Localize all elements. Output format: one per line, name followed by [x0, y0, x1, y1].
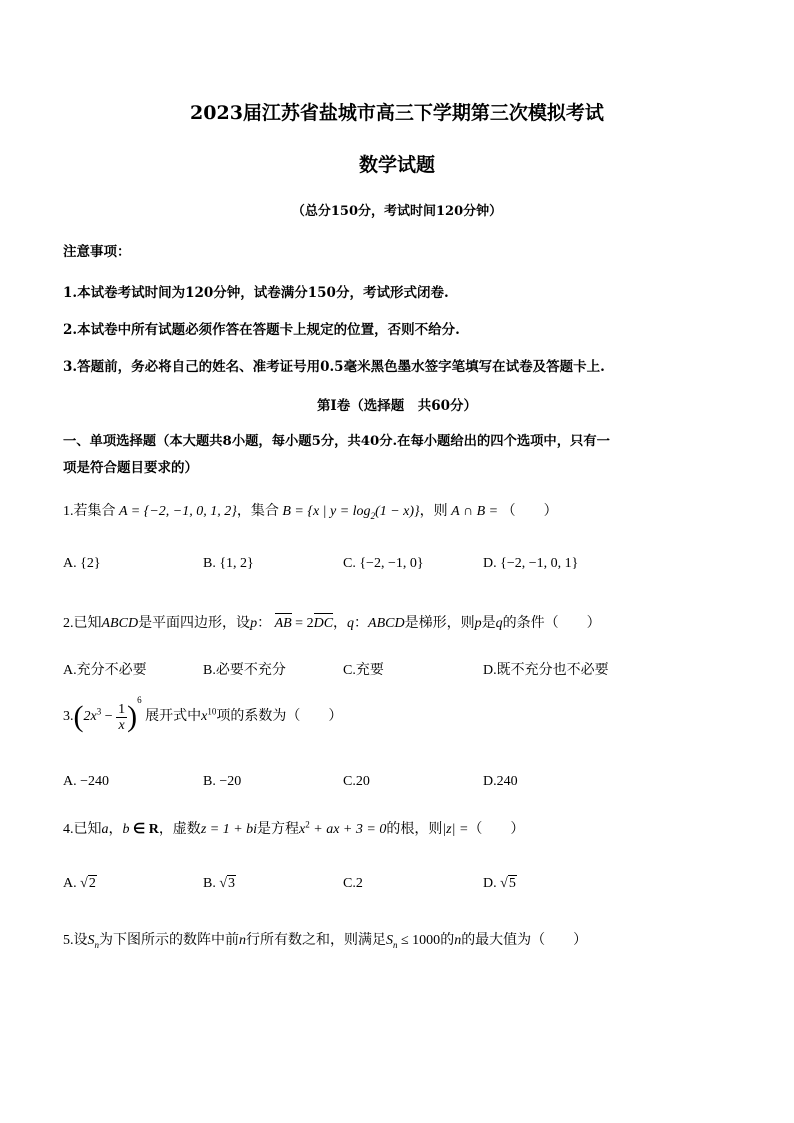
notice-item-2: 2.本试卷中所有试题必须作答在答题卡上规定的位置，否则不给分. — [63, 322, 460, 338]
q2-option-d: D.既不充分也不必要 — [483, 663, 609, 678]
q4-b: b — [122, 822, 130, 837]
q4-option-b-sqrt: √3 — [219, 876, 236, 891]
q2-text-2: 是平面四边形，设 — [138, 616, 251, 631]
q4-z-definition: z = 1 + bi — [200, 822, 258, 837]
q4-separator: ， — [108, 822, 123, 837]
q4-a: a — [101, 822, 109, 837]
q4-abs-z: |z| = — [442, 822, 469, 837]
q2-text-3: ， — [333, 616, 348, 631]
q2-text-6: 的条件（ ） — [502, 616, 601, 631]
q2-text-1: 已知 — [73, 616, 102, 631]
q2-q-2: q — [495, 616, 503, 631]
q4-option-b-label: B. — [203, 876, 220, 891]
q5-n-2: n — [454, 933, 462, 948]
q3-minus: − — [101, 709, 117, 725]
q1-log-base: 2 — [370, 510, 376, 521]
q1-set-b-tail: (1 − x)} — [375, 504, 420, 519]
q2-p-2: p — [474, 616, 482, 631]
q1-text-1: 若集合 — [73, 504, 116, 519]
q2-vector-ab: AB — [274, 616, 292, 631]
q2-text-4: 是梯形，则 — [404, 616, 475, 631]
q4-text-2: ，虚数 — [158, 822, 201, 837]
q2-abcd-2: ABCD — [368, 616, 405, 631]
q5-sn-2-sub: n — [393, 939, 398, 950]
q2-option-a: A.充分不必要 — [63, 663, 147, 678]
q1-option-c: C. {−2, −1, 0} — [343, 556, 424, 571]
notice-heading: 注意事项： — [63, 244, 131, 260]
q5-sn-sub: n — [94, 939, 99, 950]
q5-inequality: ≤ 1000 — [397, 933, 441, 948]
q5-n: n — [239, 933, 246, 948]
q2-number: 2. — [63, 616, 74, 631]
q1-set-b-head: B = {x | y = log — [282, 504, 371, 519]
q2-colon: ： — [257, 616, 272, 631]
q3-right-paren: ) — [127, 700, 138, 733]
q1-set-a: A = {−2, −1, 0, 1, 2} — [119, 504, 237, 519]
section-heading-line2: 项是符合题目要求的） — [63, 460, 198, 476]
q1-option-d: D. {−2, −1, 0, 1} — [483, 556, 579, 571]
q3-text-2: 项的系数为（ ） — [216, 709, 343, 725]
q4-equation-rest: + ax + 3 = 0 — [309, 822, 387, 837]
q3-base: 2x — [83, 709, 97, 725]
q3-x: x — [201, 709, 208, 725]
question-1 — [63, 500, 558, 521]
q3-option-b: B. −20 — [203, 774, 242, 789]
q2-text-5: 是 — [481, 616, 496, 631]
q1-text-2: ，集合 — [236, 504, 279, 519]
q3-number: 3. — [63, 709, 74, 725]
q5-text-1: 设 — [73, 933, 88, 948]
q4-in-real: ∈ R — [129, 822, 159, 837]
q4-number: 4. — [63, 822, 74, 837]
notice-item-1: 1.本试卷考试时间为120分钟，试卷满分150分，考试形式闭卷. — [63, 285, 449, 301]
q4-text-4: 的根，则 — [386, 822, 443, 837]
question-2 — [63, 612, 601, 632]
q3-fraction-numerator: 1 — [118, 701, 126, 717]
q4-option-a-sqrt: √2 — [80, 876, 96, 891]
exam-title: 2023届江苏省盐城市高三下学期第三次模拟考试 — [190, 102, 604, 124]
q5-text-3: 行所有数之和，则满足 — [246, 933, 386, 948]
q4-option-d-sqrt: √5 — [500, 876, 516, 891]
q4-option-b — [203, 876, 236, 892]
q4-option-d-radicand: 5 — [508, 876, 516, 891]
q3-left-paren: ( — [73, 700, 84, 733]
q2-equals: = 2 — [291, 616, 314, 631]
q4-equation-power: 2 — [305, 819, 310, 830]
q3-power: 6 — [137, 694, 142, 705]
q5-sn: S — [87, 933, 95, 948]
q1-set-b — [282, 504, 419, 519]
q3-fraction-denominator: x — [118, 717, 125, 733]
exam-subtitle: 数学试题 — [358, 154, 435, 176]
q4-text-3: 是方程 — [257, 822, 300, 837]
q5-sn-2: S — [386, 933, 393, 948]
q1-option-b: B. {1, 2} — [203, 556, 254, 571]
q2-q: q — [347, 616, 355, 631]
q3-option-c: C.20 — [343, 774, 370, 789]
q4-option-d-label: D. — [483, 876, 501, 891]
q4-equation-x: x — [299, 822, 306, 837]
q2-vector-dc: DC — [313, 616, 334, 631]
q4-text-1: 已知 — [73, 822, 102, 837]
q3-option-d: D.240 — [483, 774, 518, 789]
q1-option-a: A. {2} — [63, 556, 101, 571]
q5-text-5: 的最大值为（ ） — [461, 933, 588, 948]
q3-text-1: 展开式中 — [145, 709, 202, 725]
question-4 — [63, 818, 524, 838]
notice-item-3: 3.答题前，务必将自己的姓名、准考证号用0.5毫米黑色墨水签字笔填写在试卷及答题卡上. — [63, 359, 605, 375]
q2-colon-2: ： — [354, 616, 369, 631]
q2-abcd: ABCD — [101, 616, 139, 631]
question-5 — [63, 929, 587, 950]
q1-expression: A ∩ B = — [451, 504, 499, 519]
q2-p: p — [250, 616, 258, 631]
q4-option-a-radicand: 2 — [88, 876, 96, 891]
q4-option-c: C.2 — [343, 876, 363, 891]
q3-fraction — [116, 702, 127, 733]
q4-option-b-radicand: 3 — [228, 876, 236, 891]
part1-heading: 第Ⅰ卷（选择题 共60分） — [316, 398, 478, 414]
q3-x-power: 10 — [207, 706, 217, 717]
q4-blank: （ ） — [468, 822, 525, 837]
q2-option-c: C.充要 — [343, 663, 384, 678]
q4-option-a — [63, 876, 97, 892]
q5-number: 5. — [63, 933, 74, 948]
q4-option-d — [483, 876, 517, 892]
q2-option-b: B.必要不充分 — [203, 663, 286, 678]
q1-text-3: ，则 — [419, 504, 448, 519]
score-info: （总分150分，考试时间120分钟） — [291, 204, 503, 219]
q3-option-a: A. −240 — [63, 774, 110, 789]
q1-blank: （ ） — [501, 504, 558, 519]
q5-text-4: 的 — [440, 933, 455, 948]
question-3 — [63, 694, 343, 734]
q3-base-exponent: 3 — [96, 706, 102, 717]
q1-number: 1. — [63, 504, 74, 519]
q4-option-a-label: A. — [63, 876, 81, 891]
section-heading-line1: 一、单项选择题（本大题共8小题，每小题5分，共40分.在每小题给出的四个选项中，只有一 — [63, 434, 610, 449]
q5-text-2: 为下图所示的数阵中前 — [99, 933, 239, 948]
